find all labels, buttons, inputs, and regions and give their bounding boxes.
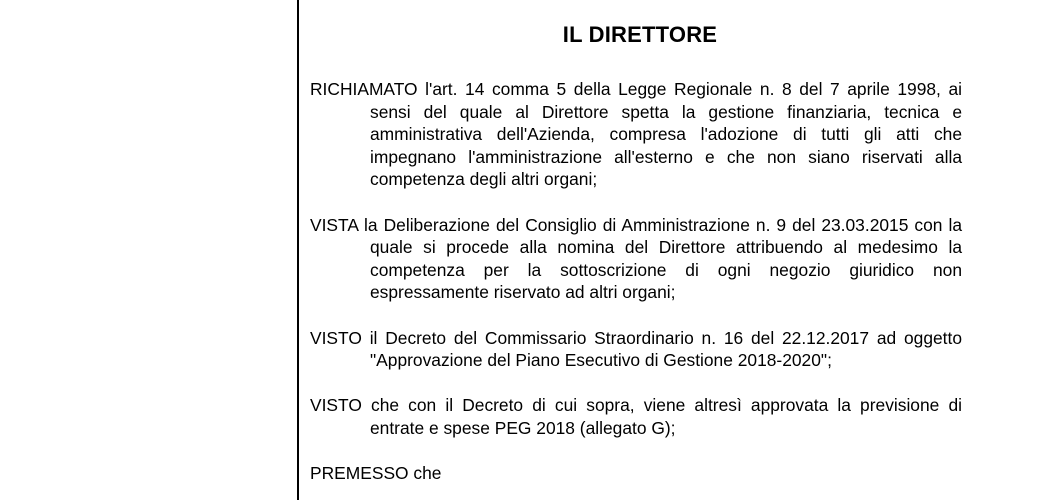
paragraph-text: che: [413, 463, 442, 484]
paragraph-lead: VISTA: [310, 214, 359, 235]
paragraph-visto-peg: [310, 394, 962, 439]
paragraph-lead: RICHIAMATO: [310, 79, 418, 99]
paragraph-richiamato: [310, 78, 962, 191]
paragraph-text: l'art. 14 comma 5 della Legge Regionale n. 8 del 7 aprile 1998, ai sensi del quale al Direttore spetta la gestione finanziaria, tecnica e amministrativa dell'Azienda, compresa l'adozione di tutti gli atti che impegnano l'amministrazione all'esterno e che non siano riservati alla competenza degli altri organi;: [370, 79, 962, 190]
paragraph-visto-decreto: [310, 327, 962, 372]
paragraph-lead: VISTO: [310, 327, 362, 348]
document-body: [310, 78, 962, 485]
paragraph-text: la Deliberazione del Consiglio di Amministrazione n. 9 del 23.03.2015 con la quale si procede alla nomina del Direttore attribuendo al medesimo la competenza per la sottoscrizione di ogni negozio giuridico non espressamente riservato ad altri organi;: [364, 214, 962, 303]
paragraph-premesso: [310, 462, 962, 485]
document-heading: IL DIRETTORE: [562, 22, 718, 47]
paragraph-text: il Decreto del Commissario Straordinario n. 16 del 22.12.2017 ad oggetto "Approvazione del Piano Esecutivo di Gestione 2018-2020";: [369, 327, 962, 371]
paragraph-lead: VISTO: [310, 395, 362, 416]
paragraph-vista: [310, 214, 962, 304]
paragraph-lead: PREMESSO: [310, 463, 409, 484]
paragraph-text: che con il Decreto di cui sopra, viene altresì approvata la previsione di entrate e spese PEG 2018 (allegato G);: [370, 395, 962, 438]
left-margin-rule: [297, 0, 299, 500]
